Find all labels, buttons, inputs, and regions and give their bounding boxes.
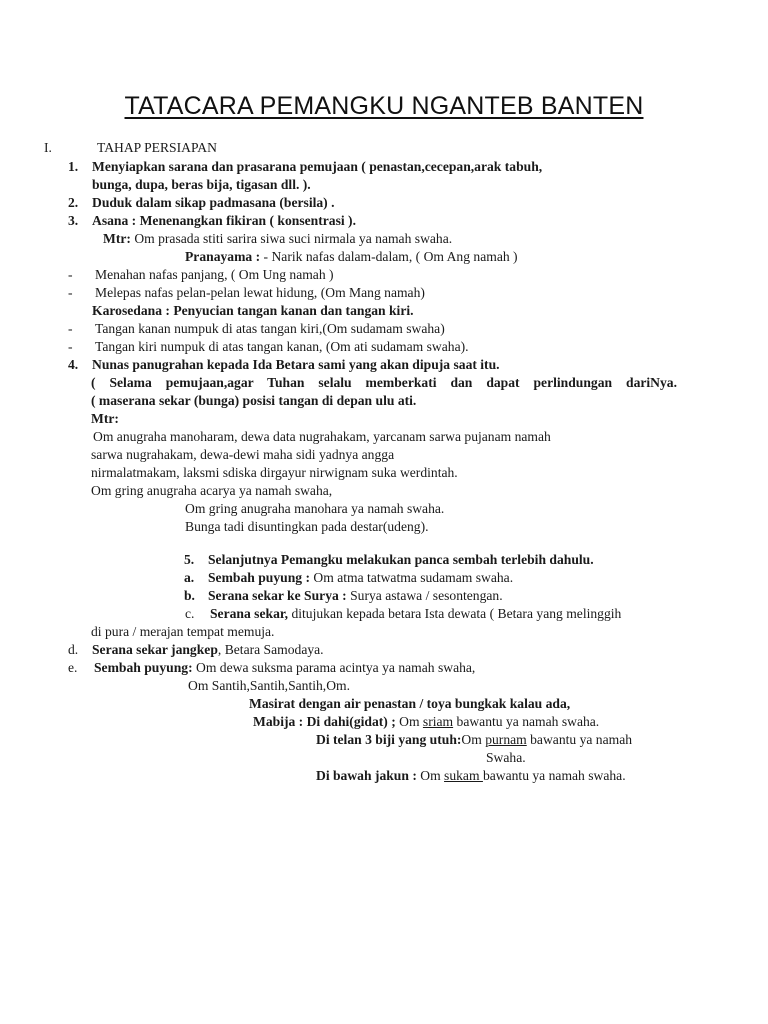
telan-word: purnam — [485, 732, 527, 747]
item-c-line-2: di pura / merajan tempat memuja. — [91, 624, 275, 639]
item-c-label: Serana sekar, — [210, 606, 289, 621]
item-e — [94, 659, 475, 676]
mabija-word: sriam — [422, 714, 454, 729]
item-e-letter: e. — [68, 660, 78, 675]
dash-item-3: Tangan kanan numpuk di atas tangan kiri,(Om sudamam swaha) — [95, 321, 445, 336]
dash-item-2: Melepas nafas pelan-pelan lewat hidung, (Om Mang namah) — [95, 285, 425, 300]
step-4-text: Nunas panugrahan kepada Ida Betara sami yang akan dipuja saat itu. — [92, 357, 500, 372]
pranayama-label: Pranayama : — [185, 249, 261, 264]
mantra-line-4: Om gring anugraha acarya ya namah swaha, — [91, 483, 333, 498]
step-5-text: Selanjutnya Pemangku melakukan panca sembah terlebih dahulu. — [208, 552, 594, 567]
step-1-number: 1. — [68, 159, 79, 174]
item-d-label: Serana sekar jangkep — [92, 642, 218, 657]
dash-bullet: - — [68, 321, 73, 336]
item-a — [208, 569, 513, 586]
pranayama-text: - Narik nafas dalam-dalam, ( Om Ang namah ) — [260, 249, 518, 264]
step-3-text: Asana : Menenangkan fikiran ( konsentrasi ). — [92, 213, 356, 228]
section-number: I. — [44, 140, 52, 155]
pranayama-line — [185, 248, 518, 265]
telan-post: bawantu ya namah — [526, 732, 633, 747]
dash-bullet: - — [68, 267, 73, 282]
dash-item-4: Tangan kiri numpuk di atas tangan kanan, (Om ati sudamam swaha). — [95, 339, 469, 354]
item-b-text: Surya astawa / sesontengan. — [346, 588, 503, 603]
dash-bullet: - — [68, 339, 73, 354]
step-2-number: 2. — [68, 195, 79, 210]
telan-line-2: Swaha. — [486, 750, 526, 765]
step-4-number: 4. — [68, 357, 79, 372]
step-3-number: 3. — [68, 213, 79, 228]
item-d-text: , Betara Samodaya. — [217, 642, 324, 657]
step-4-para-2: ( maserana sekar (bunga) posisi tangan di depan ulu ati. — [91, 393, 417, 408]
page-title: TATACARA PEMANGKU NGANTEB BANTEN — [124, 92, 644, 120]
item-b-label: Serana sekar ke Surya : — [208, 588, 347, 603]
item-b-letter: b. — [184, 588, 195, 603]
item-d — [92, 641, 324, 658]
mabija-post: bawantu ya namah swaha. — [453, 714, 600, 729]
step-2-text: Duduk dalam sikap padmasana (bersila) . — [92, 195, 335, 210]
mantra-label: Mtr: — [103, 231, 131, 246]
item-a-label: Sembah puyung : — [208, 570, 310, 585]
step-3-mantra — [103, 230, 452, 247]
section-heading: TAHAP PERSIAPAN — [97, 140, 217, 155]
dash-item-1: Menahan nafas panjang, ( Om Ung namah ) — [95, 267, 334, 282]
jakun-post: bawantu ya namah swaha. — [482, 768, 626, 783]
masirat-line: Masirat dengan air penastan / toya bungkak kalau ada, — [249, 696, 571, 711]
item-a-text: Om atma tatwatma sudamam swaha. — [310, 570, 514, 585]
item-e-line-2: Om Santih,Santih,Santih,Om. — [188, 678, 350, 693]
telan-line — [316, 731, 632, 748]
dash-bullet: - — [68, 285, 73, 300]
item-e-label: Sembah puyung: — [94, 660, 193, 675]
mantra-text: Om prasada stiti sarira siwa suci nirmala ya namah swaha. — [130, 231, 453, 246]
mabija-label: Mabija : Di dahi(gidat) ; — [253, 714, 396, 729]
telan-pre: Om — [461, 732, 486, 747]
step-1-line-1: Menyiapkan sarana dan prasarana pemujaan ( penastan,cecepan,arak tabuh, — [92, 159, 543, 174]
item-c — [210, 605, 621, 622]
jakun-pre: Om — [416, 768, 445, 783]
step-4-mantra-label: Mtr: — [91, 411, 119, 426]
item-c-letter: c. — [185, 606, 195, 621]
mantra-line-2: sarwa nugrahakam, dewa-dewi maha sidi yadnya angga — [91, 447, 395, 462]
item-c-text: ditujukan kepada betara Ista dewata ( Betara yang melinggih — [288, 606, 622, 621]
item-e-text: Om dewa suksma parama acintya ya namah swaha, — [192, 660, 476, 675]
telan-label: Di telan 3 biji yang utuh: — [316, 732, 462, 747]
mantra-line-5: Om gring anugraha manohara ya namah swaha. — [185, 501, 445, 516]
step-1-line-2: bunga, dupa, beras bija, tigasan dll. ). — [92, 177, 311, 192]
step-4-para-1: ( Selama pemujaan,agar Tuhan selalu memberkati dan dapat perlindungan dariNya. — [91, 375, 677, 390]
mantra-line-3: nirmalatmakam, laksmi sdiska dirgayur nirwignam suka werdintah. — [91, 465, 458, 480]
mantra-line-6: Bunga tadi disuntingkan pada destar(udeng). — [185, 519, 429, 534]
jakun-word: sukam — [444, 768, 483, 783]
step-5-number: 5. — [184, 552, 195, 567]
mabija-line — [253, 713, 599, 730]
mantra-line-1: Om anugraha manoharam, dewa data nugrahakam, yarcanam sarwa pujanam namah — [93, 429, 551, 444]
mabija-pre: Om — [395, 714, 423, 729]
item-b — [208, 587, 503, 604]
jakun-label: Di bawah jakun : — [316, 768, 417, 783]
jakun-line — [316, 767, 626, 784]
item-a-letter: a. — [184, 570, 195, 585]
karosedana-heading: Karosedana : Penyucian tangan kanan dan tangan kiri. — [92, 303, 414, 318]
item-d-letter: d. — [68, 642, 79, 657]
